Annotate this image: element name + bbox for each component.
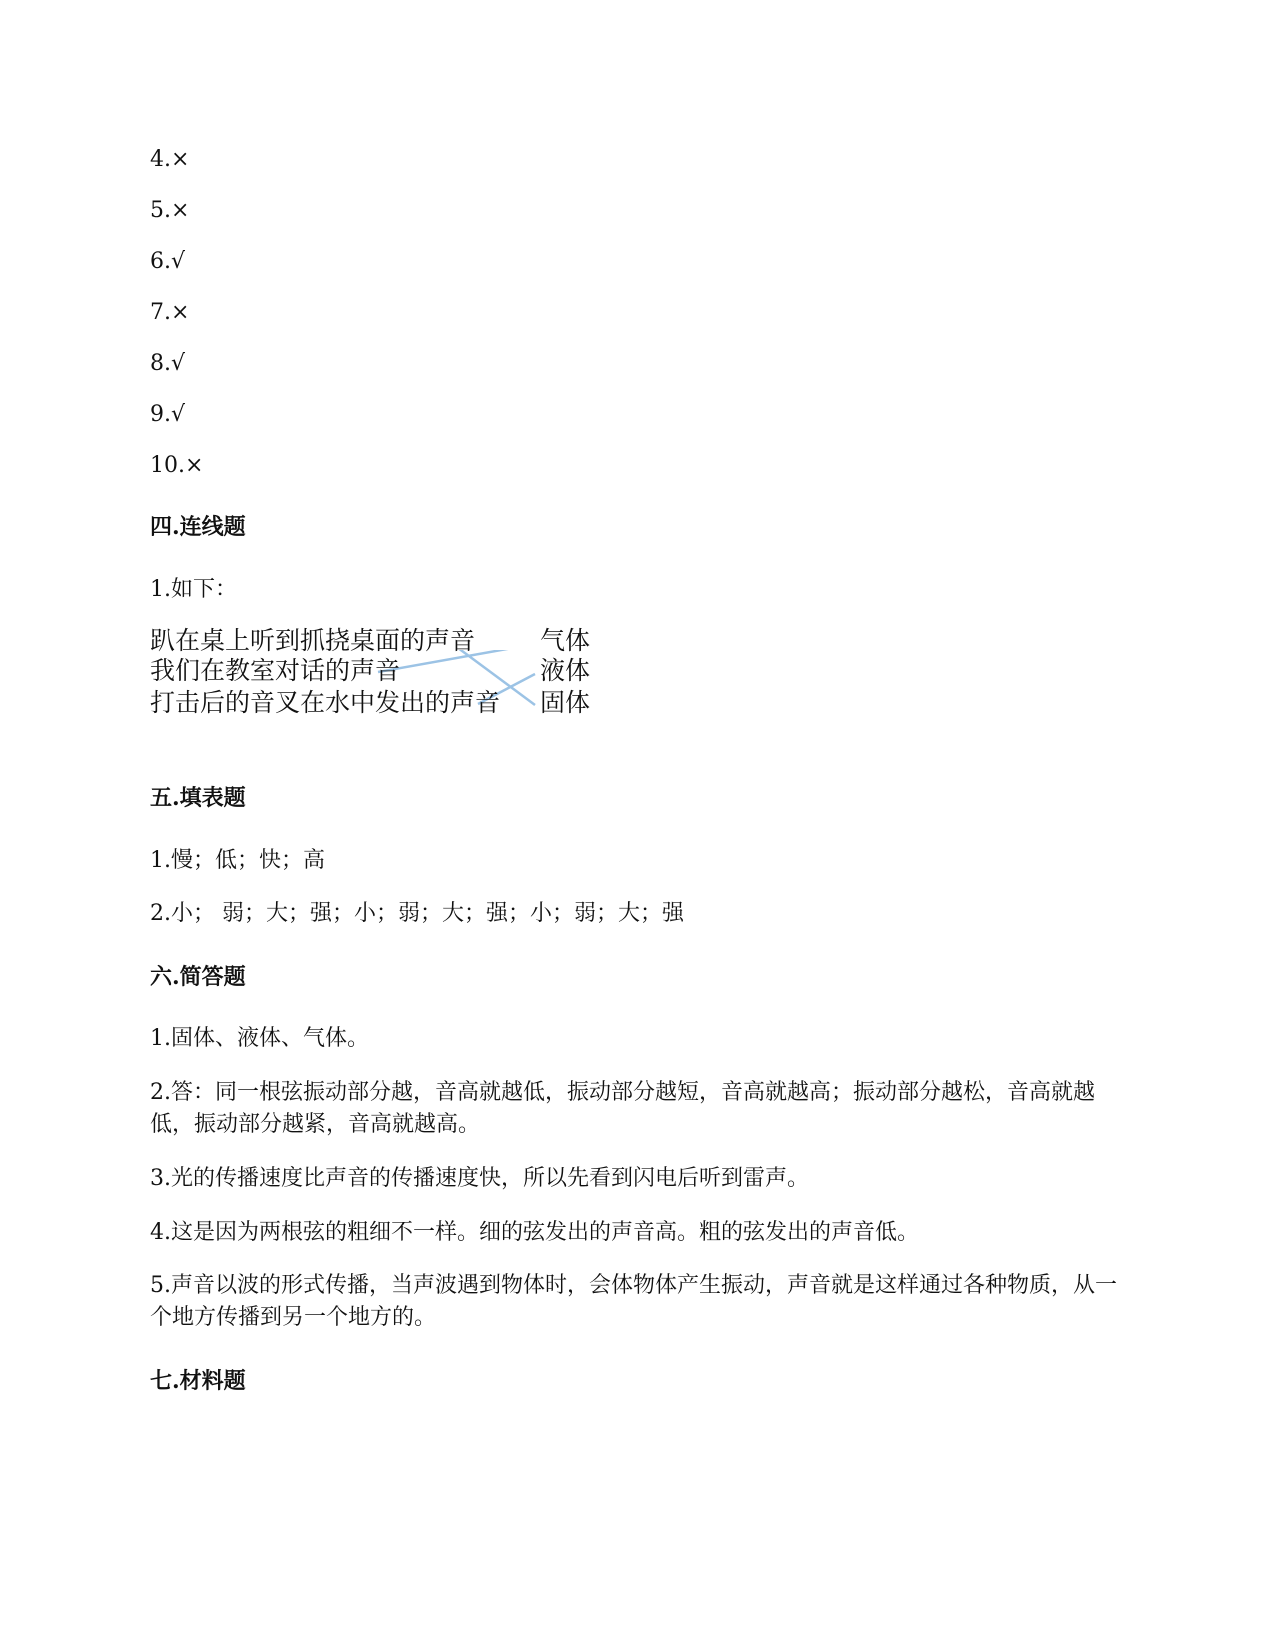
section-heading-short-answer: 六.简答题 [150,964,246,990]
right-item-solid: 固体 [540,688,591,717]
tf-answer-4 [150,146,189,174]
answer-mark: √ [171,402,186,427]
short-answer-1: 1.固体、液体、气体。 [150,1026,369,1051]
section-heading-matching: 四.连线题 [150,514,246,540]
answer-mark: × [185,453,204,478]
answer-number: 4. [150,147,171,172]
short-answer-5: 5.声音以波的形式传播，当声波遇到物体时，会体物体产生振动，声音就是这样通过各种物质，从一个地方传播到另一个地方的。 [150,1273,1117,1330]
left-item-2: 我们在教室对话的声音 [150,656,401,685]
answer-number: 10. [150,453,185,478]
answer-number: 8. [150,351,171,376]
answer-mark: × [171,198,190,223]
answer-number: 5. [150,198,171,223]
answer-number: 6. [150,249,171,274]
tf-answer-10 [150,452,203,480]
answer-mark: √ [171,249,186,274]
answer-number: 7. [150,300,171,325]
section-heading-material: 七.材料题 [150,1368,246,1394]
tf-answer-8 [150,350,185,378]
short-answer-2: 2.答：同一根弦振动部分越，音高就越低，振动部分越短，音高就越高；振动部分越松，音高就越低，振动部分越紧，音高就越高。 [150,1080,1095,1137]
answer-mark: √ [171,351,186,376]
answer-mark: × [171,300,190,325]
right-item-liquid: 液体 [540,656,591,685]
fill-table-answer-2: 2.小； 弱；大；强；小；弱；大；强；小；弱；大；强 [150,901,684,926]
tf-answer-7 [150,299,189,327]
fill-table-answer-1: 1.慢；低；快；高 [150,848,325,873]
answer-mark: × [171,147,190,172]
short-answer-3: 3.光的传播速度比声音的传播速度快，所以先看到闪电后听到雷声。 [150,1166,809,1191]
tf-answer-9 [150,401,185,429]
matching-figure [150,626,620,760]
tf-answer-5 [150,197,189,225]
tf-answer-6 [150,248,185,276]
section-heading-fill-table: 五.填表题 [150,785,246,811]
left-item-1: 趴在桌上听到抓挠桌面的声音 [150,626,476,655]
answer-number: 9. [150,402,171,427]
right-item-gas: 气体 [540,626,591,655]
left-item-3: 打击后的音叉在水中发出的声音 [150,688,501,717]
matching-answer-1: 1.如下： [150,577,237,602]
short-answer-4: 4.这是因为两根弦的粗细不一样。细的弦发出的声音高。粗的弦发出的声音低。 [150,1220,919,1245]
